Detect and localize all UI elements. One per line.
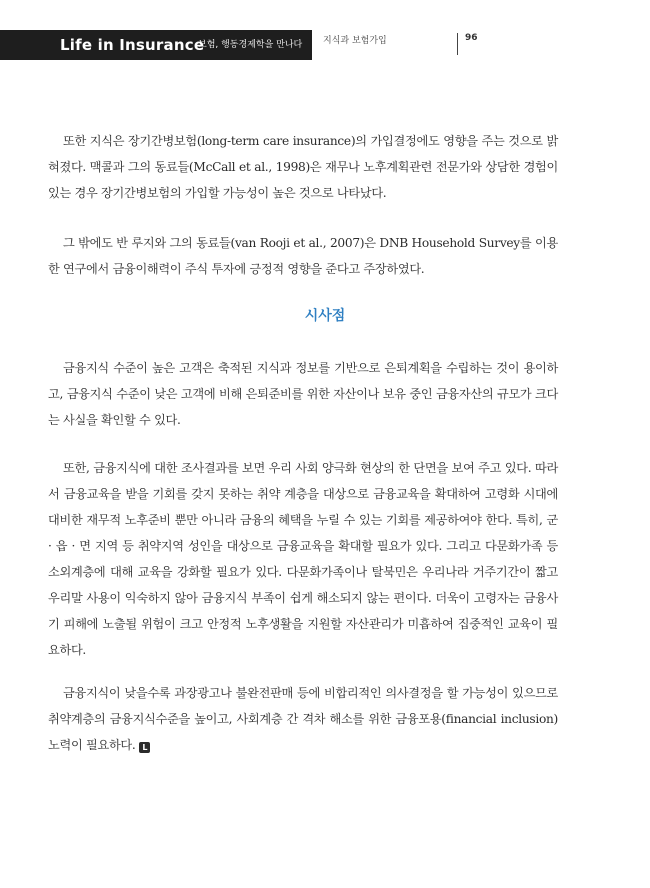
header-bar [0, 30, 312, 60]
end-of-article-icon: L [139, 742, 150, 753]
body-paragraph-final [48, 680, 558, 758]
body-paragraph: 그 밖에도 반 루지와 그의 동료들(van Rooji et al., 2007)은 DNB Household Survey를 이용한 연구에서 금융이해력이 주식 투자에 긍정적 영향을 준다고 주장하였다. [48, 236, 558, 276]
page-number: 96 [465, 33, 478, 43]
running-subtitle: 보험, 행동경제학을 만나다 [198, 40, 303, 50]
body-paragraph: 또한, 금융지식에 대한 조사결과를 보면 우리 사회 양극화 현상의 한 단면을 보여 주고 있다. 따라서 금융교육을 받을 기회를 갖지 못하는 취약 계층을 대상으로 금융교육을 확대하여 고령화 시대에 대비한 재무적 노후준비 뿐만 아니라 금융의 혜택을 누릴 수 있는 기회를 제공하여야 한다. 특히, 군 · 읍 · 면 지역 등 취약지역 성인을 대상으로 금융교육을 확대할 필요가 있다. 그리고 다문화가족 등 소외계층에 대해 교육을 강화할 필요가 있다. 다문화가족이나 탈북민은 우리나라 거주기간이 짧고 우리말 사용이 익숙하지 않아 금융지식 부족이 쉽게 해소되지 않는 편이다. 더욱이 고령자는 금융사기 피해에 노출될 위험이 크고 안정적 노후생활을 지원할 자산관리가 미흡하여 집중적인 교육이 필요하다. [48, 461, 558, 657]
section-heading: 시사점 [304, 308, 346, 324]
page-divider [457, 33, 458, 55]
final-paragraph-text: 금융지식이 낮을수록 과장광고나 불완전판매 등에 비합리적인 의사결정을 할 가능성이 있으므로 취약계층의 금융지식수준을 높이고, 사회계층 간 격차 해소를 위한 금융포용(financial inclusion) 노력이 필요하다. [48, 686, 558, 752]
body-paragraph: 또한 지식은 장기간병보험(long-term care insurance)의 가입결정에도 영향을 주는 것으로 밝혀졌다. 맥콜과 그의 동료들(McCall et al., 1998)은 재무나 노후계획관련 전문가와 상담한 경험이 있는 경우 장기간병보험의 가입할 가능성이 높은 것으로 나타났다. [48, 134, 558, 200]
body-paragraph: 금융지식 수준이 높은 고객은 축적된 지식과 정보를 기반으로 은퇴계획을 수립하는 것이 용이하고, 금융지식 수준이 낮은 고객에 비해 은퇴준비를 위한 자산이나 보유 중인 금융자산의 규모가 크다는 사실을 확인할 수 있다. [48, 361, 558, 427]
section-label: 지식과 보험가입 [323, 36, 387, 46]
running-title: Life in Insurance [60, 36, 205, 54]
